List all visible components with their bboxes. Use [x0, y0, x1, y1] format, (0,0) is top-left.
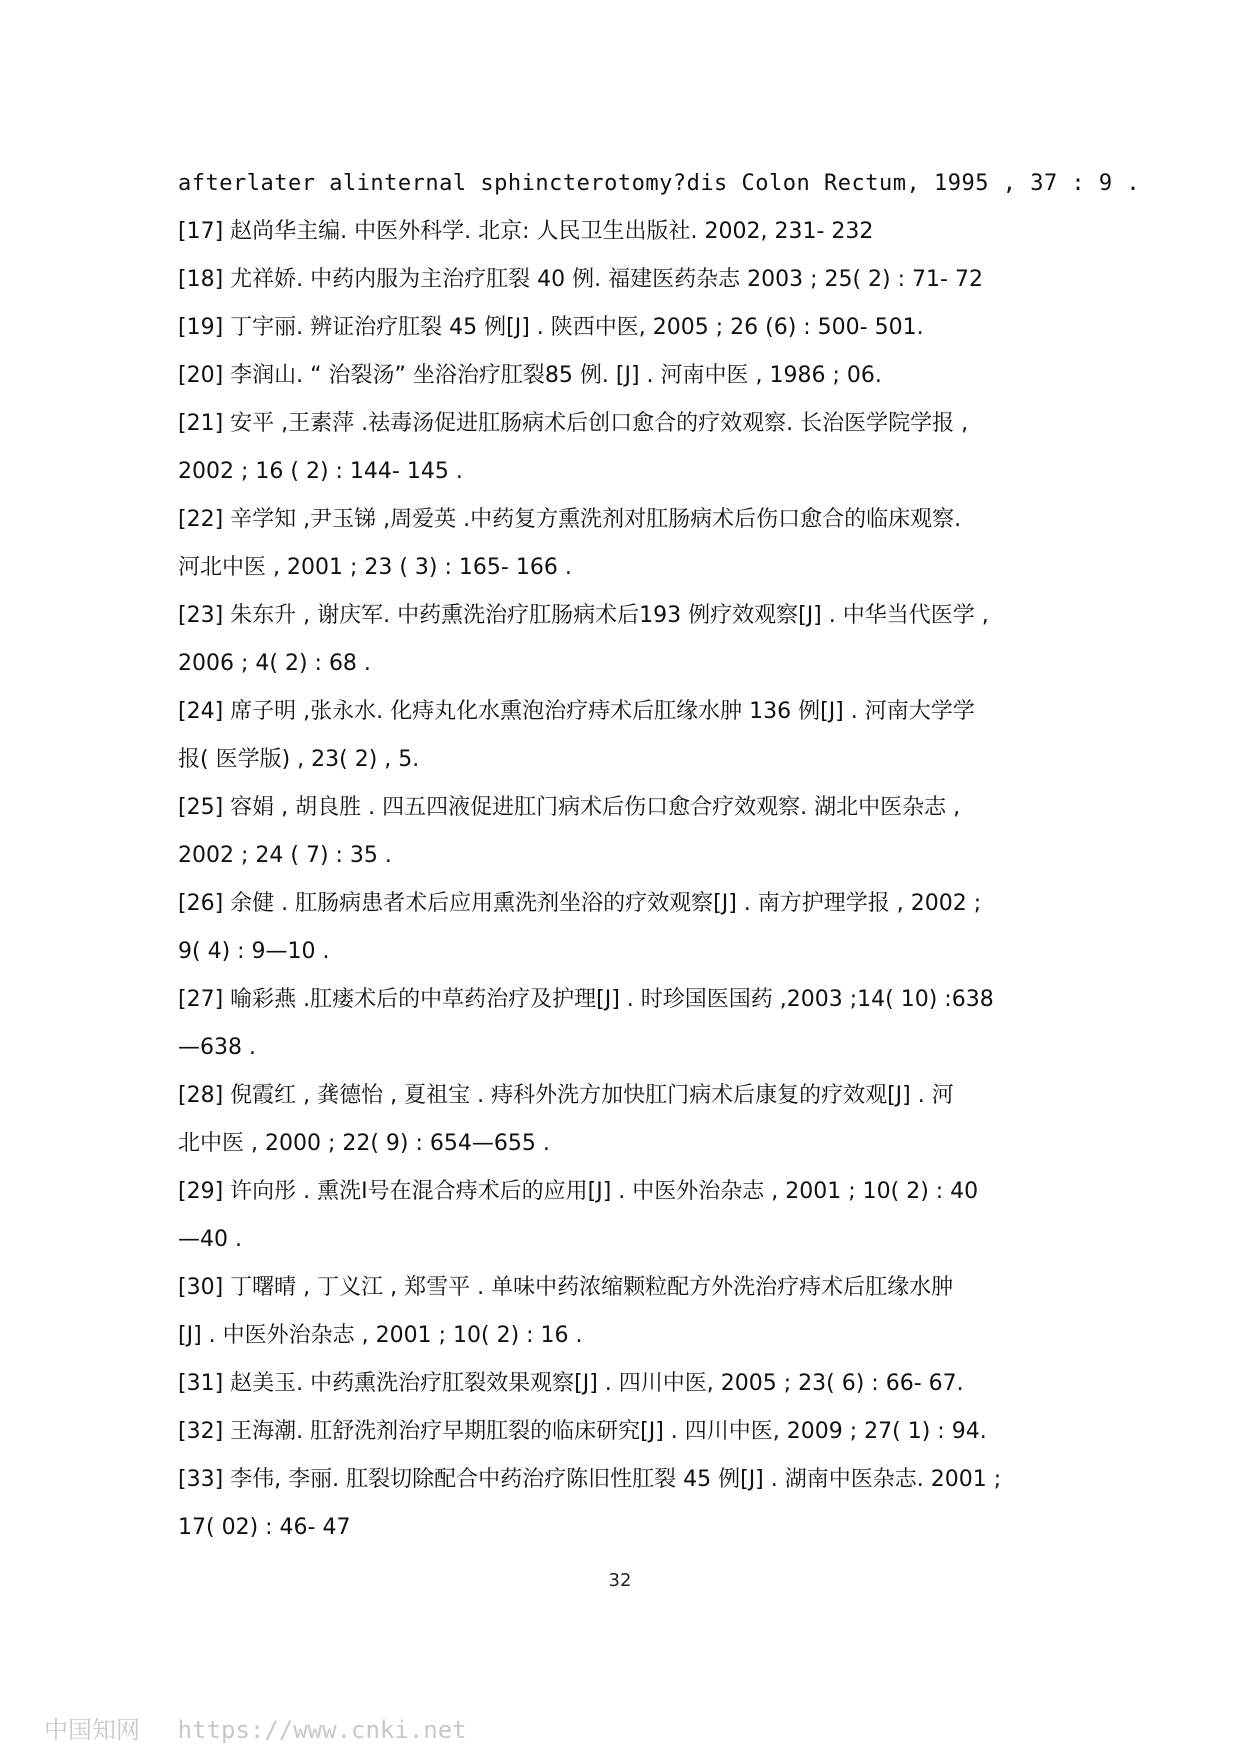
reference-line-23: [23] 朱东升 , 谢庆军. 中药熏洗治疗肛肠病术后193 例疗效观察[J] . 中华当代医学 ,	[178, 603, 989, 628]
reference-line-29: [29] 许向彤 . 熏洗Ⅰ号在混合痔术后的应用[J] . 中医外治杂志 , 2001 ; 10( 2) : 40	[178, 1179, 979, 1204]
reference-line-26: [26] 余健 . 肛肠病患者术后应用熏洗剂坐浴的疗效观察[J] . 南方护理学报 , 2002 ;	[178, 891, 982, 916]
reference-line-25: [25] 容娟 , 胡良胜 . 四五四液促进肛门病术后伤口愈合疗效观察. 湖北中医杂志 ,	[178, 795, 961, 820]
reference-line-29-cont: —40 .	[178, 1227, 242, 1252]
reference-line-21: [21] 安平 ,王素萍 .祛毒汤促进肛肠病术后创口愈合的疗效观察. 长治医学院学报 ,	[178, 411, 969, 436]
reference-line-22-cont: 河北中医 , 2001 ; 23 ( 3) : 165- 166 .	[178, 555, 572, 580]
reference-line-30: [30] 丁曙晴 , 丁义江 , 郑雪平 . 单味中药浓缩颗粒配方外洗治疗痔术后肛缘水肿	[178, 1275, 954, 1300]
reference-list	[178, 160, 1141, 1552]
reference-continuation-line: afterlater alinternal sphincterotomy?dis Colon Rectum, 1995 , 37 : 9 .	[178, 171, 1141, 196]
reference-line-26-cont: 9( 4) : 9—10 .	[178, 939, 330, 964]
reference-line-33-cont: 17( 02) : 46- 47	[178, 1515, 351, 1540]
reference-line-24: [24] 席子明 ,张永水. 化痔丸化水熏泡治疗痔术后肛缘水肿 136 例[J] . 河南大学学	[178, 699, 975, 724]
reference-line-28-cont: 北中医 , 2000 ; 22( 9) : 654—655 .	[178, 1131, 550, 1156]
reference-line-21-cont: 2002 ; 16 ( 2) : 144- 145 .	[178, 459, 463, 484]
reference-line-25-cont: 2002 ; 24 ( 7) : 35 .	[178, 843, 392, 868]
reference-line-33: [33] 李伟, 李丽. 肛裂切除配合中药治疗陈旧性肛裂 45 例[J] . 湖南中医杂志. 2001 ;	[178, 1467, 1002, 1492]
cnki-watermark	[44, 1710, 467, 1745]
watermark-url: https://www.cnki.net	[177, 1716, 467, 1744]
watermark-brand: 中国知网	[44, 1716, 140, 1744]
reference-line-30-cont: [J] . 中医外治杂志 , 2001 ; 10( 2) : 16 .	[178, 1323, 583, 1348]
reference-line-17: [17] 赵尚华主编. 中医外科学. 北京: 人民卫生出版社. 2002, 231- 232	[178, 219, 874, 244]
reference-line-18: [18] 尤祥娇. 中药内服为主治疗肛裂 40 例. 福建医药杂志 2003 ; 25( 2) : 71- 72	[178, 267, 983, 292]
reference-line-23-cont: 2006 ; 4( 2) : 68 .	[178, 651, 371, 676]
reference-line-22: [22] 辛学知 ,尹玉锑 ,周爱英 .中药复方熏洗剂对肛肠病术后伤口愈合的临床观察.	[178, 507, 962, 532]
reference-line-31: [31] 赵美玉. 中药熏洗治疗肛裂效果观察[J] . 四川中医, 2005 ; 23( 6) : 66- 67.	[178, 1371, 964, 1396]
reference-line-27-cont: —638 .	[178, 1035, 256, 1060]
reference-line-19: [19] 丁宇丽. 辨证治疗肛裂 45 例[J] . 陕西中医, 2005 ; 26 (6) : 500- 501.	[178, 315, 924, 340]
page-number: 32	[608, 1570, 632, 1591]
reference-line-24-cont: 报( 医学版) , 23( 2) , 5.	[178, 747, 420, 772]
reference-line-28: [28] 倪霞红 , 龚德怡 , 夏祖宝 . 痔科外洗方加快肛门病术后康复的疗效观[J] . 河	[178, 1083, 954, 1108]
reference-line-32: [32] 王海潮. 肛舒洗剂治疗早期肛裂的临床研究[J] . 四川中医, 2009 ; 27( 1) : 94.	[178, 1419, 987, 1444]
reference-line-20: [20] 李润山. “ 治裂汤” 坐浴治疗肛裂85 例. [J] . 河南中医 , 1986 ; 06.	[178, 363, 882, 388]
reference-line-27: [27] 喻彩燕 .肛瘘术后的中草药治疗及护理[J] . 时珍国医国药 ,2003 ;14( 10) :638	[178, 987, 994, 1012]
